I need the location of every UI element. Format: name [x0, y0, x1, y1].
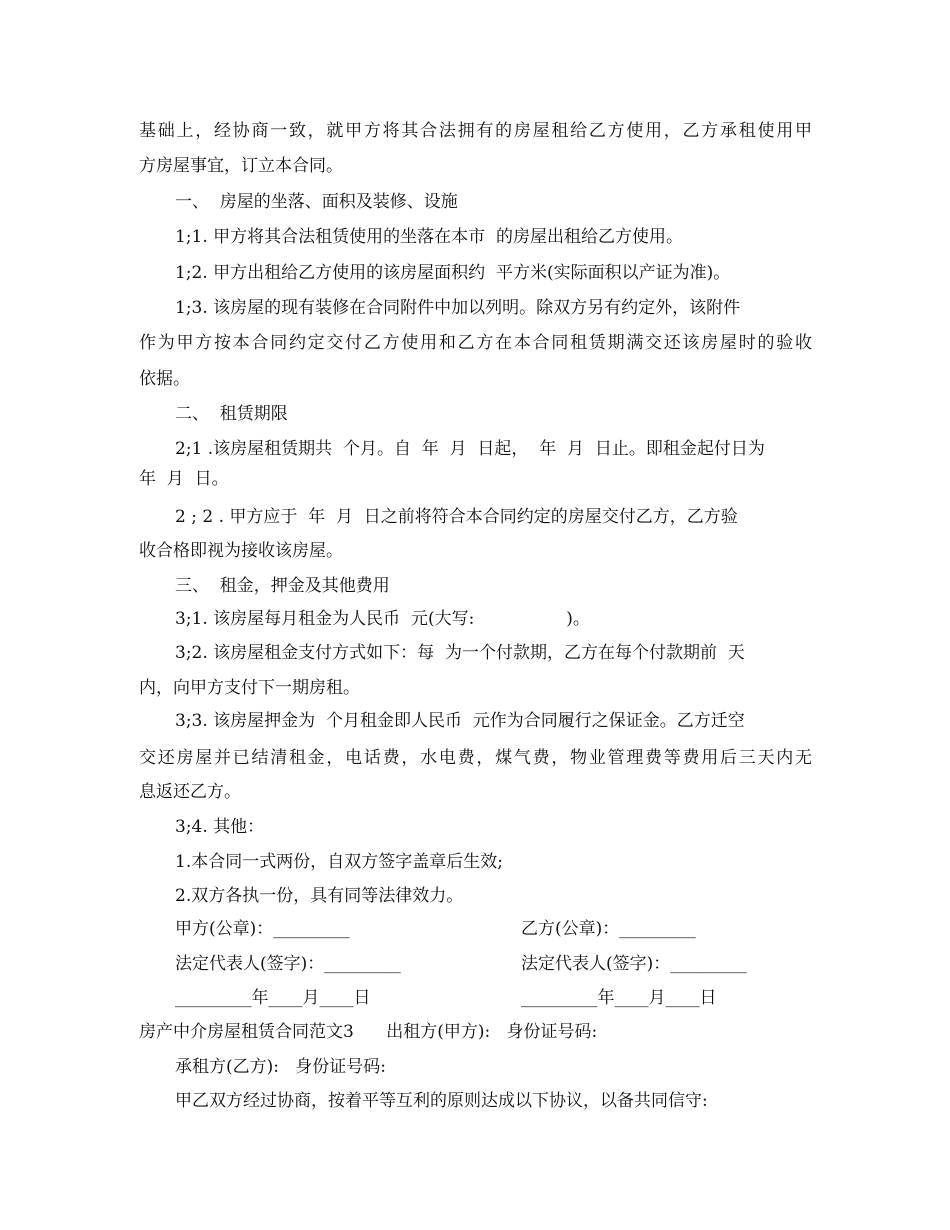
preamble: 甲乙双方经过协商，按着平等互利的原则达成以下协议，以备共同信守:: [175, 1091, 708, 1111]
paragraph-line: 基础上，经协商一致，就甲方将其合法拥有的房屋租给乙方使用，乙方承租使用甲: [139, 121, 812, 141]
section-heading: 二、 租赁期限: [175, 404, 288, 424]
party-a-seal-field: 甲方(公章)：_________: [175, 919, 350, 939]
next-contract-heading: 房产中介房屋租赁合同范文3 出租方(甲方): 身份证号码:: [139, 1022, 598, 1042]
section-heading: 三、 租金，押金及其他费用: [175, 576, 390, 596]
list-item: 1.本合同一式两份，自双方签字盖章后生效;: [175, 852, 503, 872]
paragraph-line: 方房屋事宜，订立本合同。: [139, 156, 343, 176]
party-b-representative-field: 法定代表人(签字)：_________: [521, 954, 747, 974]
clause: 3;3. 该房屋押金为 个月租金即人民币 元作为合同履行之保证金。乙方迁空: [175, 711, 745, 731]
party-b-date-field: _________年____月____日: [521, 988, 717, 1008]
clause-continuation: 内，向甲方支付下一期房租。: [139, 678, 360, 698]
clause: 3;2. 该房屋租金支付方式如下：每 为一个付款期，乙方在每个付款期前 天: [175, 643, 745, 663]
list-item: 2.双方各执一份，具有同等法律效力。: [175, 886, 464, 906]
party-a-representative-field: 法定代表人(签字)：_________: [175, 954, 401, 974]
clause: 2 ; 2 . 甲方应于 年 月 日之前将符合本合同约定的房屋交付乙方，乙方验: [175, 507, 738, 527]
section-heading: 一、 房屋的坐落、面积及装修、设施: [175, 192, 458, 212]
clause-continuation: 收合格即视为接收该房屋。: [139, 541, 343, 561]
clause: 1;3. 该房屋的现有装修在合同附件中加以列明。除双方另有约定外，该附件: [175, 298, 741, 318]
clause: 1;2. 甲方出租给乙方使用的该房屋面积约 平方米(实际面积以产证为准)。: [175, 263, 731, 283]
clause: 2;1 .该房屋租赁期共 个月。自 年 月 日起， 年 月 日止。即租金起付日为: [175, 439, 765, 459]
clause: 1;1. 甲方将其合法租赁使用的坐落在本市 的房屋出租给乙方使用。: [175, 227, 683, 247]
clause-continuation: 交还房屋并已结清租金，电话费，水电费，煤气费，物业管理费等费用后三天内无: [139, 748, 812, 768]
party-a-date-field: _________年____月____日: [175, 988, 371, 1008]
clause: 3;4. 其他：: [175, 817, 265, 837]
clause-continuation: 年 月 日。: [139, 469, 229, 489]
lessee-line: 承租方(乙方): 身份证号码:: [175, 1057, 386, 1077]
clause-continuation: 作为甲方按本合同约定交付乙方使用和乙方在本合同租赁期满交还该房屋时的验收: [139, 333, 812, 353]
party-b-seal-field: 乙方(公章)：_________: [521, 919, 696, 939]
clause-continuation: 息返还乙方。: [139, 782, 241, 802]
clause: 3;1. 该房屋每月租金为人民币 元(大写: )。: [175, 609, 590, 629]
clause-continuation: 依据。: [139, 369, 190, 389]
